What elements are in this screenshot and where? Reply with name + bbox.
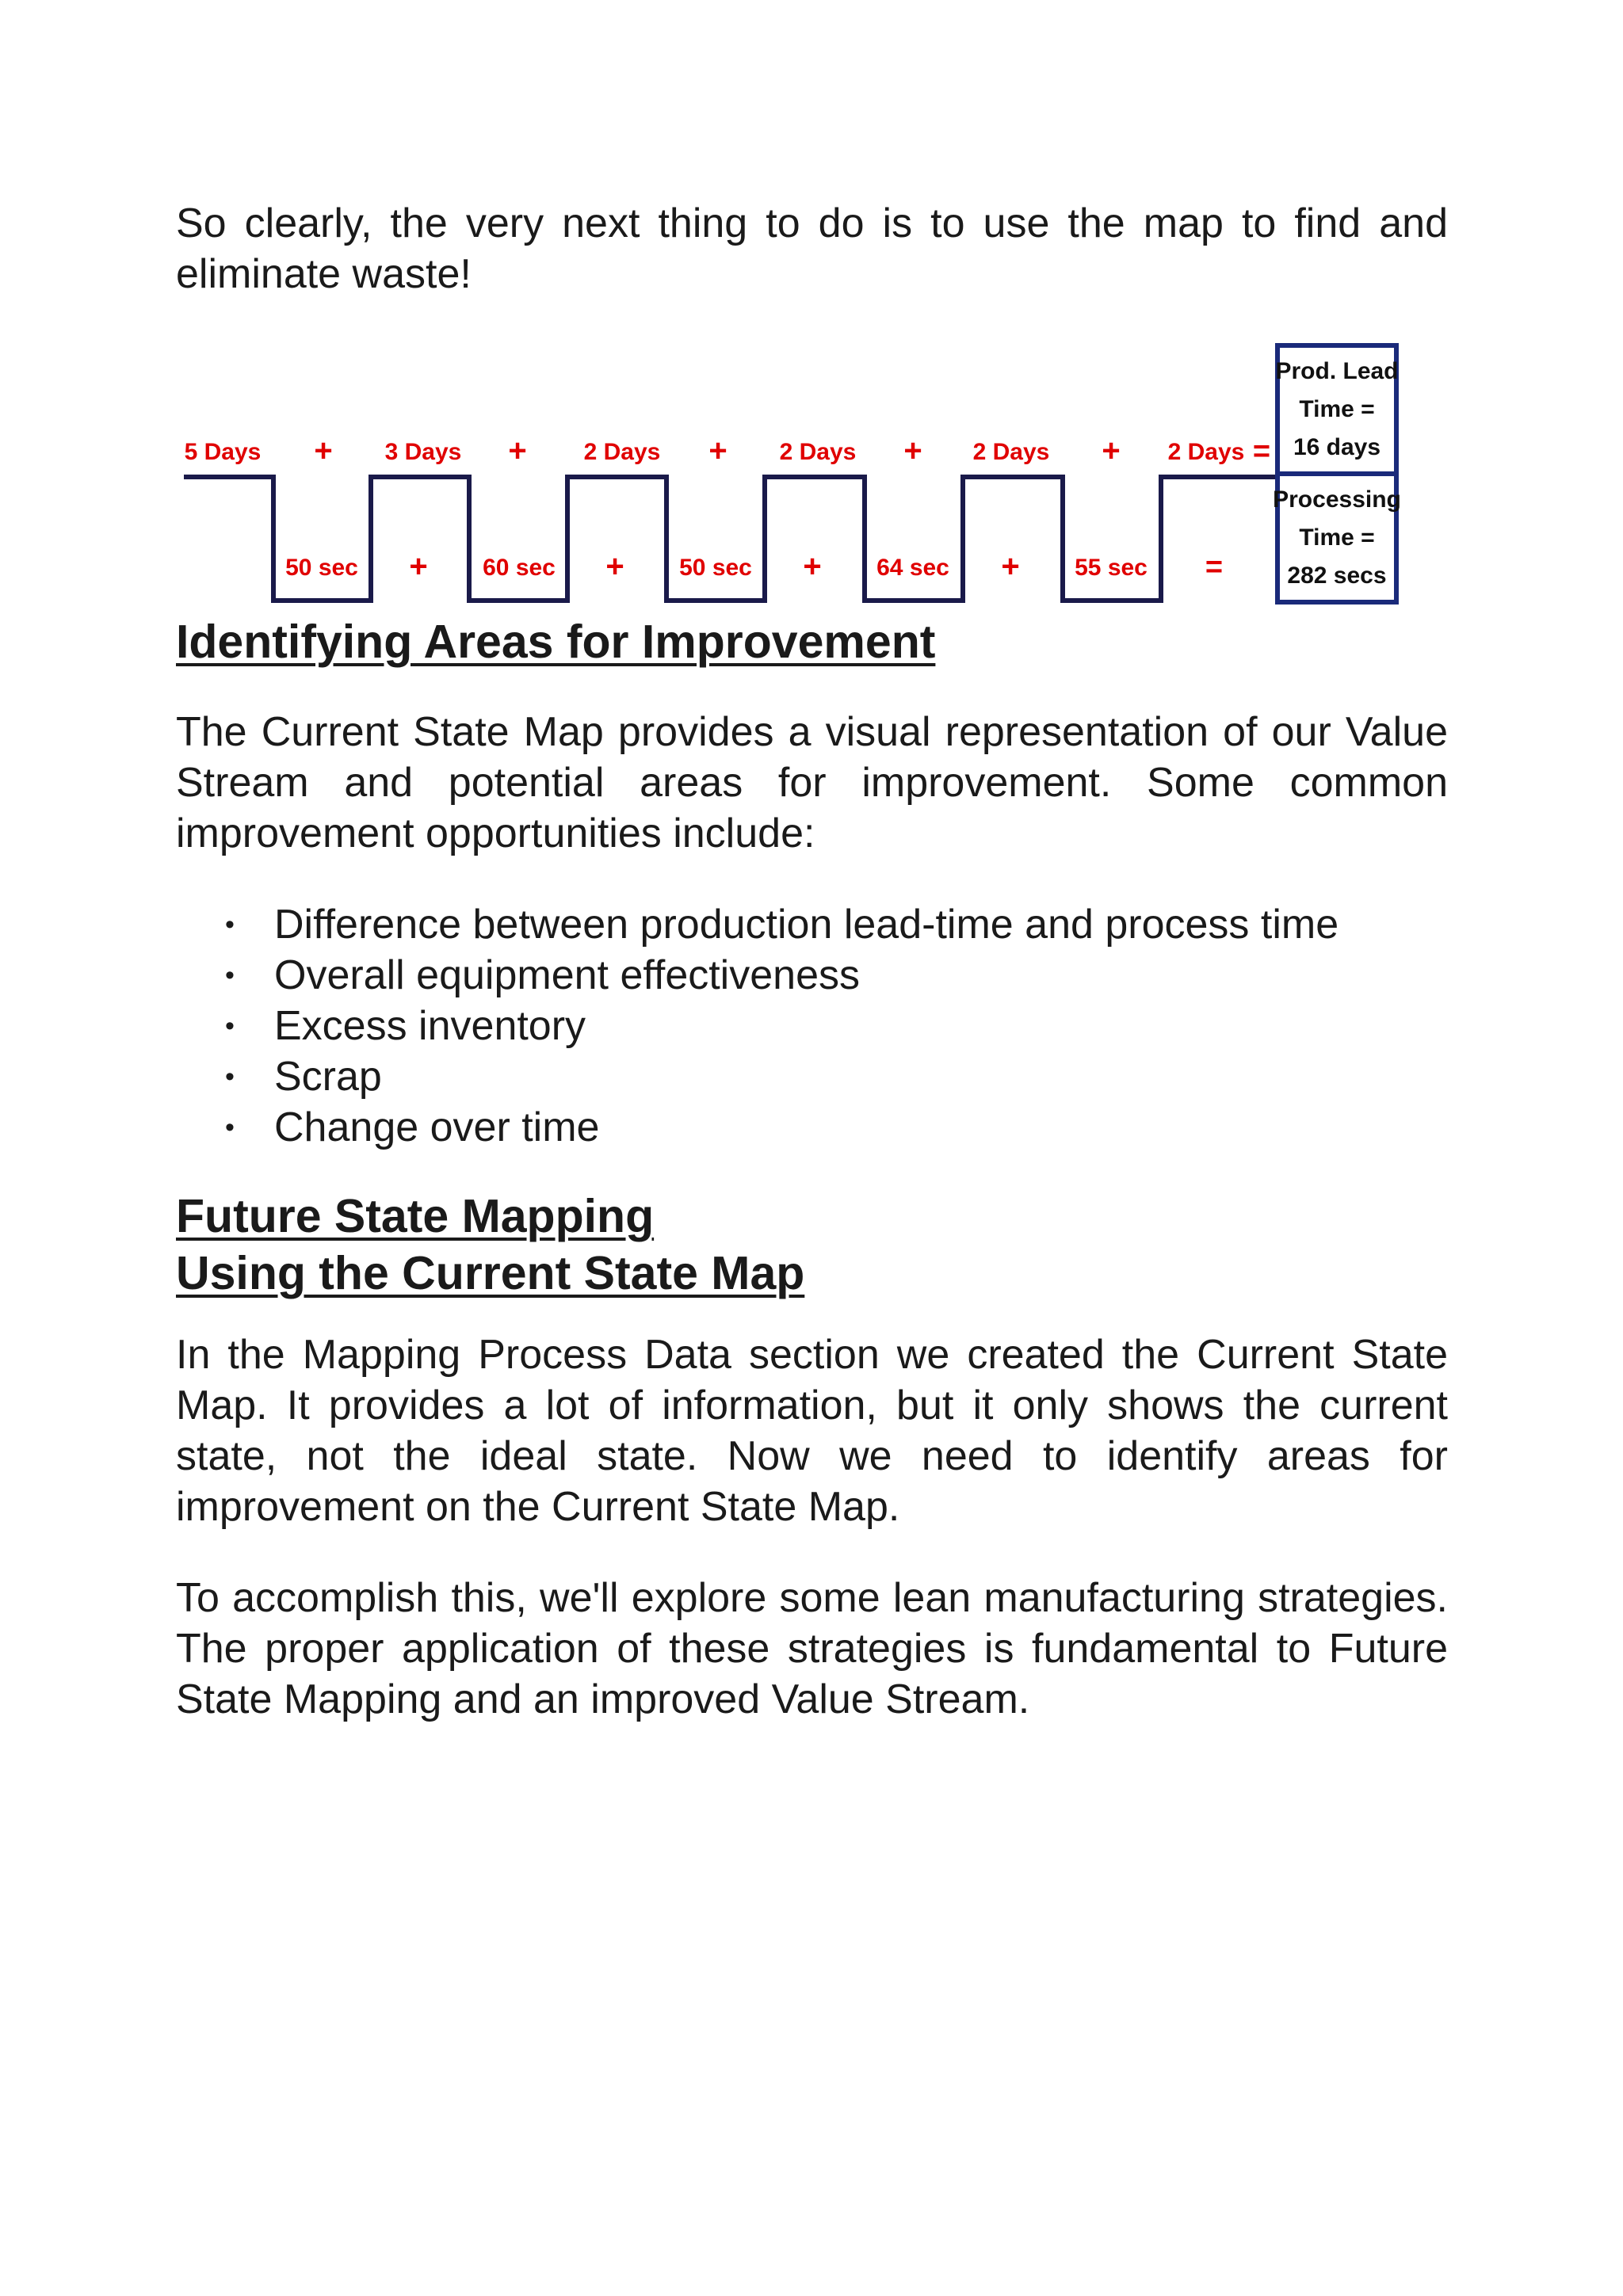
bullet-icon: • [225,1062,235,1092]
process-time-label: 50 sec [285,555,358,581]
list-item-text: Difference between production lead-time and process time [274,902,1339,948]
plus-sign: + [314,433,333,468]
processing-time-summary-box [1273,474,1401,602]
section-subheading-current-map: Using the Current State Map [176,1247,805,1299]
lead-time-summary-value: 16 days [1293,434,1381,460]
plus-sign: + [1001,549,1020,584]
future-paragraph-1: In the Mapping Process Data section we created the Current State Map. It provides a lot of information, but it only shows the current state, not the ideal state. Now we need to identify areas for improvement on the Current State Map. [176,1332,1448,1530]
list-item [176,950,1448,1001]
list-item [176,1001,1448,1051]
plus-sign: + [409,549,428,584]
improvement-list [176,899,1448,1153]
processing-time-summary-line: Processing [1273,486,1401,513]
lead-time-label: 2 Days [1167,439,1245,465]
lead-time-label: 2 Days [972,439,1050,465]
equals-sign: = [1252,435,1271,468]
list-item [176,1102,1448,1153]
process-time-label: 64 sec [876,555,949,581]
list-item [176,1051,1448,1102]
equals-sign: = [1205,551,1224,584]
intro-paragraph: So clearly, the very next thing to do is to use the map to find and eliminate waste! [176,200,1448,297]
timeline-ladder [176,342,1404,608]
plus-sign: + [708,433,727,468]
list-item-text: Overall equipment effectiveness [274,952,860,998]
section-heading-improvement: Identifying Areas for Improvement [176,616,936,668]
lead-time-label: 2 Days [583,439,661,465]
bullet-icon: • [225,960,235,990]
list-item-text: Change over time [274,1104,600,1150]
lead-time-summary-line: Prod. Lead [1275,358,1399,384]
bullet-icon: • [225,1112,235,1142]
lead-time-summary-line: Time = [1299,396,1375,422]
plus-sign: + [508,433,527,468]
processing-time-summary-value: 282 secs [1287,563,1387,589]
section-heading-future-state: Future State Mapping [176,1190,655,1242]
improvement-paragraph: The Current State Map provides a visual representation of our Value Stream and potential areas for improvement. Some common improvement opportunities include: [176,709,1448,856]
timeline-step-line [184,477,1277,601]
list-item-text: Scrap [274,1054,382,1100]
lead-time-summary-box [1275,345,1398,474]
bullet-icon: • [225,1011,235,1041]
future-paragraph-2: To accomplish this, we'll explore some lean manufacturing strategies. The proper application of these strategies is fundamental to Future State Mapping and an improved Value Stream. [176,1575,1448,1722]
lead-time-label: 3 Days [384,439,462,465]
plus-sign: + [803,549,822,584]
bullet-icon: • [225,910,235,940]
plus-sign: + [903,433,922,468]
processing-time-summary-line: Time = [1299,524,1375,551]
lead-time-label: 2 Days [779,439,857,465]
process-time-label: 50 sec [679,555,752,581]
list-item [176,899,1448,950]
plus-sign: + [605,549,624,584]
list-item-text: Excess inventory [274,1003,586,1049]
lead-time-label: 5 Days [184,439,262,465]
process-time-label: 60 sec [483,555,556,581]
plus-sign: + [1102,433,1121,468]
process-time-label: 55 sec [1075,555,1148,581]
